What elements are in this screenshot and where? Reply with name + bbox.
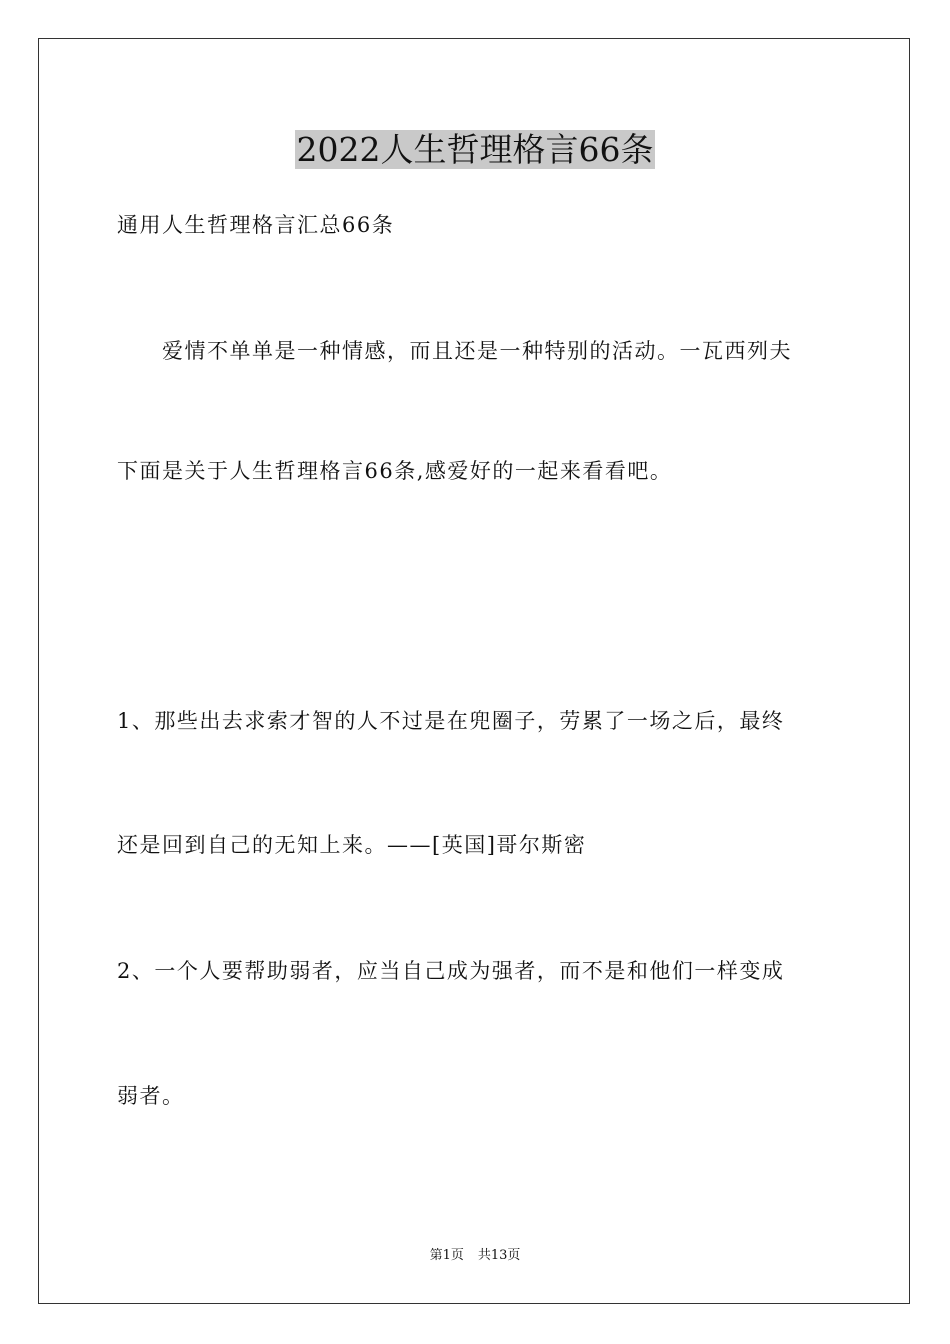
entry-2-line-1: 2、一个人要帮助弱者，应当自己成为强者，而不是和他们一样变成	[117, 959, 785, 983]
footer-page-number: 第1页	[429, 1248, 464, 1263]
entry-2-line-2: 弱者。	[117, 1084, 185, 1108]
document-title: 2022人生哲理格言66条	[296, 130, 654, 169]
subtitle: 通用人生哲理格言汇总66条	[117, 213, 395, 237]
page-footer	[0, 1247, 950, 1265]
intro-paragraph-line-2: 下面是关于人生哲理格言66条,感爱好的一起来看看吧。	[117, 459, 673, 483]
entry-1-line-1: 1、那些出去求索才智的人不过是在兜圈子，劳累了一场之后，最终	[117, 709, 785, 733]
document-title-container	[0, 128, 950, 172]
intro-paragraph-line-1: 爱情不单单是一种情感，而且还是一种特别的活动。一瓦西列夫	[162, 339, 792, 363]
entry-1-line-2: 还是回到自己的无知上来。——[英国]哥尔斯密	[117, 833, 587, 857]
footer-total-pages: 共13页	[477, 1248, 521, 1263]
